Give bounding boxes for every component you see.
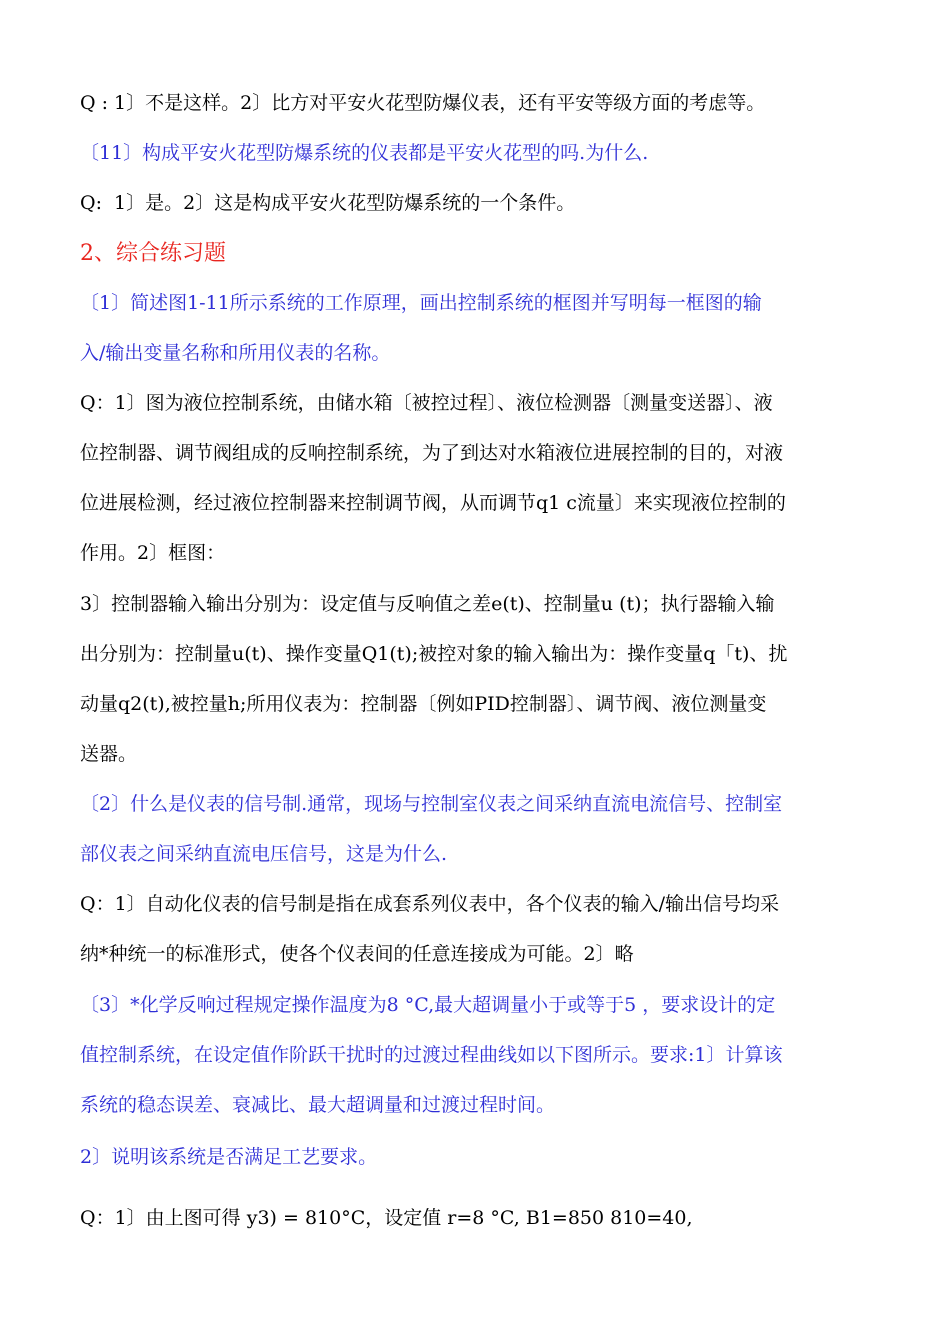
question-line: 系统的稳态误差、衰减比、最大超调量和过渡过程时间。 [80,1094,556,1116]
question-line: 部仪表之间采纳直流电压信号，这是为什么. [80,843,448,865]
answer-line: 位控制器、调节阀组成的反响控制系统，为了到达对水箱液位进展控制的目的，对液 [80,442,784,464]
answer-line: Q：1〕由上图可得 y3) = 810°C，设定值 r=8 °C, B1=850 810=40, [80,1207,693,1229]
question-line: 值控制系统，在设定值作阶跃干扰时的过渡过程曲线如以下图所示。要求:1〕计算该 [80,1044,783,1066]
answer-line: Q : 1〕不是这样。2〕比方对平安火花型防爆仪表，还有平安等级方面的考虑等。 [80,92,766,114]
question-line: 〔11〕构成平安火花型防爆系统的仪表都是平安火花型的吗.为什么. [80,142,649,164]
question-line: 2〕说明该系统是否满足工艺要求。 [80,1146,378,1168]
question-line: 入/输出变量名称和所用仪表的名称。 [80,342,391,364]
answer-line: 动量q2(t),被控量h;所用仪表为：控制器〔例如PID控制器〕、调节阀、液位测量变 [80,693,767,715]
answer-line: 位进展检测，经过液位控制器来控制调节阀，从而调节q1 c流量〕来实现液位控制的 [80,492,786,514]
answer-line: 出分别为：控制量u(t)、操作变量Q1(t);被控对象的输入输出为：操作变量q「t)、扰 [80,643,788,665]
answer-line: 3〕控制器输入输出分别为：设定值与反响值之差e(t)、控制量u (t)；执行器输入输 [80,593,775,615]
answer-line: 作用。2〕框图： [80,542,226,564]
answer-line: 送器。 [80,743,138,765]
answer-line: 纳*种统一的标准形式，使各个仪表间的任意连接成为可能。2〕略 [80,943,634,965]
answer-line: Q：1〕图为液位控制系统，由储水箱〔被控过程〕、液位检测器〔测量变送器〕、液 [80,392,773,414]
question-line: 〔1〕简述图1-11所示系统的工作原理，画出控制系统的框图并写明每一框图的输 [80,292,762,314]
question-line: 〔2〕什么是仪表的信号制.通常，现场与控制室仪表之间采纳直流电流信号、控制室 [80,793,783,815]
answer-line: Q: 1〕是。2〕这是构成平安火花型防爆系统的一个条件。 [80,192,576,214]
answer-line: Q：1〕自动化仪表的信号制是指在成套系列仪表中，各个仪表的输入/输出信号均采 [80,893,780,915]
section-heading: 2、综合练习题 [80,241,226,266]
question-line: 〔3〕*化学反响过程规定操作温度为8 °C,最大超调量小于或等于5 ，要求设计的定 [80,994,776,1016]
